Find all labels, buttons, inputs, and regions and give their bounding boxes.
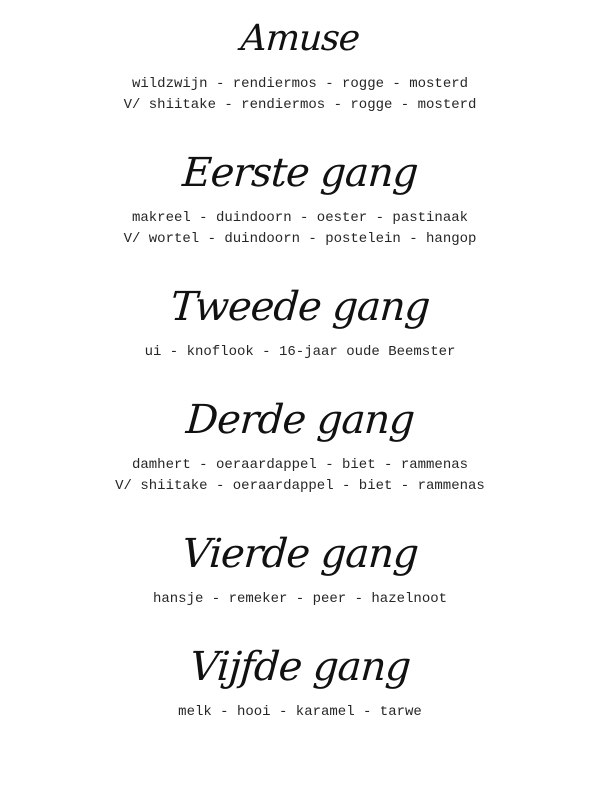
course-title: Vierde gang <box>180 531 420 577</box>
menu-section-tweede-gang <box>0 280 600 363</box>
course-ingredients-line: wildzwijn - rendiermos - rogge - mosterd <box>131 76 469 92</box>
course-title: Derde gang <box>184 397 416 443</box>
course-vegetarian-option-line: V/ wortel - duindoorn - postelein - hangop <box>123 231 477 247</box>
course-ingredients-line: ui - knoflook - 16-jaar oude Beemster <box>144 344 456 360</box>
course-ingredients-line: hansje - remeker - peer - hazelnoot <box>152 591 448 607</box>
course-ingredients-line: makreel - duindoorn - oester - pastinaak <box>131 210 469 226</box>
course-title: Eerste gang <box>180 150 420 196</box>
course-ingredients-line: melk - hooi - karamel - tarwe <box>178 704 422 720</box>
course-title: Tweede gang <box>169 284 431 330</box>
course-vegetarian-option-line: V/ shiitake - rendiermos - rogge - mosterd <box>123 97 477 113</box>
course-vegetarian-option-line: V/ shiitake - oeraardappel - biet - rammenas <box>115 478 485 494</box>
course-title: Amuse <box>239 18 361 59</box>
menu-section-derde-gang <box>0 393 600 497</box>
menu-section-eerste-gang <box>0 146 600 250</box>
menu-section-vijfde-gang <box>0 640 600 723</box>
menu-section-vierde-gang <box>0 527 600 610</box>
course-ingredients-line: damhert - oeraardappel - biet - rammenas <box>131 457 469 473</box>
course-title: Vijfde gang <box>188 644 412 690</box>
menu-section-amuse <box>0 16 600 116</box>
